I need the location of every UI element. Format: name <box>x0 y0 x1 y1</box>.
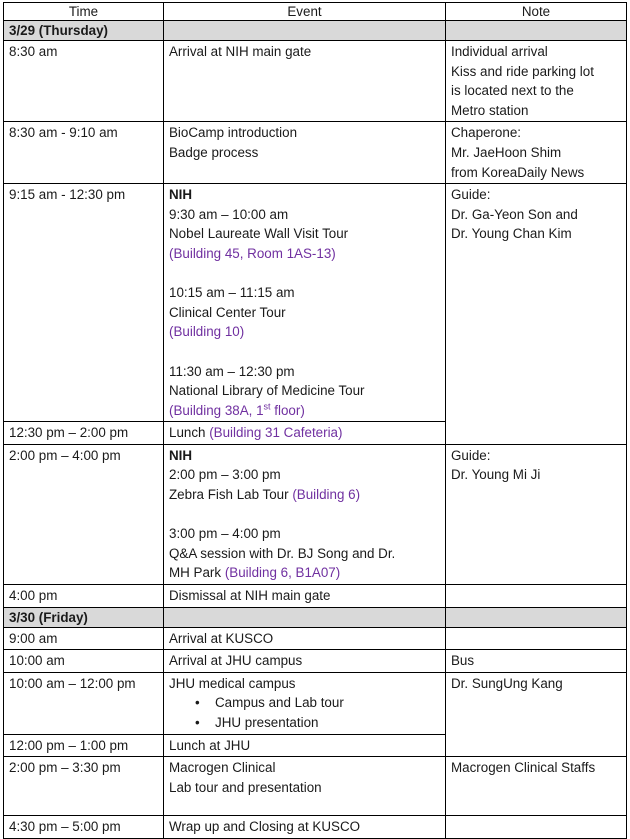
event-cell: Arrival at JHU campus <box>164 650 446 673</box>
header-event: Event <box>164 3 446 21</box>
event-cell: BioCamp introduction Badge process <box>164 122 446 184</box>
table-row <box>4 650 627 673</box>
event-cell: Wrap up and Closing at KUSCO <box>164 816 446 839</box>
table-row <box>4 627 627 650</box>
header-note: Note <box>446 3 627 21</box>
header-time: Time <box>4 3 164 21</box>
list-item: • Campus and Lab tour <box>195 695 344 711</box>
header-row <box>4 3 627 21</box>
note-cell: Dr. SungUng Kang <box>446 672 627 756</box>
location: (Building 38A, 1st floor) <box>169 401 305 418</box>
event-cell: Arrival at KUSCO <box>164 627 446 650</box>
event-cell: Dismissal at NIH main gate <box>164 585 446 608</box>
time-cell: 8:30 am <box>4 41 164 122</box>
note-cell <box>446 627 627 650</box>
time-cell: 10:00 am – 12:00 pm <box>4 672 164 734</box>
time-cell: 9:15 am - 12:30 pm <box>4 184 164 422</box>
time-cell: 2:00 pm – 3:30 pm <box>4 757 164 816</box>
note-cell: Macrogen Clinical Staffs <box>446 757 627 816</box>
event-heading: NIH <box>169 187 193 203</box>
table-row <box>4 41 627 122</box>
event-heading: NIH <box>169 447 193 463</box>
time-cell: 10:00 am <box>4 650 164 673</box>
event-cell: Macrogen Clinical Lab tour and presentation <box>164 757 446 816</box>
day-row-thursday <box>4 21 627 41</box>
day-label: 3/30 (Friday) <box>4 607 164 627</box>
table-row <box>4 585 627 608</box>
event-cell: Lunch at JHU <box>164 734 446 757</box>
event-cell: NIH 2:00 pm – 3:00 pm Zebra Fish Lab Tour (Building 6) 3:00 pm – 4:00 pm Q&A session with Dr. BJ Song and Dr. MH Park (Building 6, B1A07) <box>164 444 446 584</box>
location: (Building 31 Cafeteria) <box>209 425 343 441</box>
event-cell: Lunch (Building 31 Cafeteria) <box>164 422 446 445</box>
note-cell: Guide: Dr. Young Mi Ji <box>446 444 627 584</box>
note-cell: Bus <box>446 650 627 673</box>
location: (Building 45, Room 1AS-13) <box>169 245 336 261</box>
location: (Building 6, B1A07) <box>224 565 341 581</box>
time-cell: 4:00 pm <box>4 585 164 608</box>
day-row-friday <box>4 607 627 627</box>
table-row <box>4 444 627 584</box>
event-cell: NIH 9:30 am – 10:00 am Nobel Laureate Wall Visit Tour (Building 45, Room 1AS-13) 10:15 am – 11:15 am Clinical Center Tour (Building 10) 11:30 am – 12:30 pm National Library of Medicine Tour (Building 38A, 1st floor) <box>164 184 446 422</box>
table-row <box>4 122 627 184</box>
location: (Building 6) <box>292 487 361 503</box>
list-item: • JHU presentation <box>195 715 319 730</box>
table-row <box>4 816 627 839</box>
table-row <box>4 757 627 816</box>
time-cell: 2:00 pm – 4:00 pm <box>4 444 164 584</box>
day-label: 3/29 (Thursday) <box>4 21 164 41</box>
schedule-table <box>3 2 627 839</box>
note-cell <box>446 585 627 608</box>
time-cell: 8:30 am - 9:10 am <box>4 122 164 184</box>
note-cell: Guide: Dr. Ga-Yeon Son and Dr. Young Chan Kim <box>446 184 627 445</box>
time-cell: 12:30 pm – 2:00 pm <box>4 422 164 445</box>
time-cell: 4:30 pm – 5:00 pm <box>4 816 164 839</box>
note-cell: Individual arrival Kiss and ride parking lot is located next to the Metro station <box>446 41 627 122</box>
event-cell: Arrival at NIH main gate <box>164 41 446 122</box>
table-row <box>4 184 627 422</box>
note-cell <box>446 816 627 839</box>
time-cell: 9:00 am <box>4 627 164 650</box>
event-cell: JHU medical campus • Campus and Lab tour • JHU presentation <box>164 672 446 734</box>
time-cell: 12:00 pm – 1:00 pm <box>4 734 164 757</box>
table-row <box>4 672 627 734</box>
location: (Building 10) <box>169 324 245 340</box>
bullet-list <box>169 693 440 732</box>
note-cell: Chaperone: Mr. JaeHoon Shim from KoreaDaily News <box>446 122 627 184</box>
